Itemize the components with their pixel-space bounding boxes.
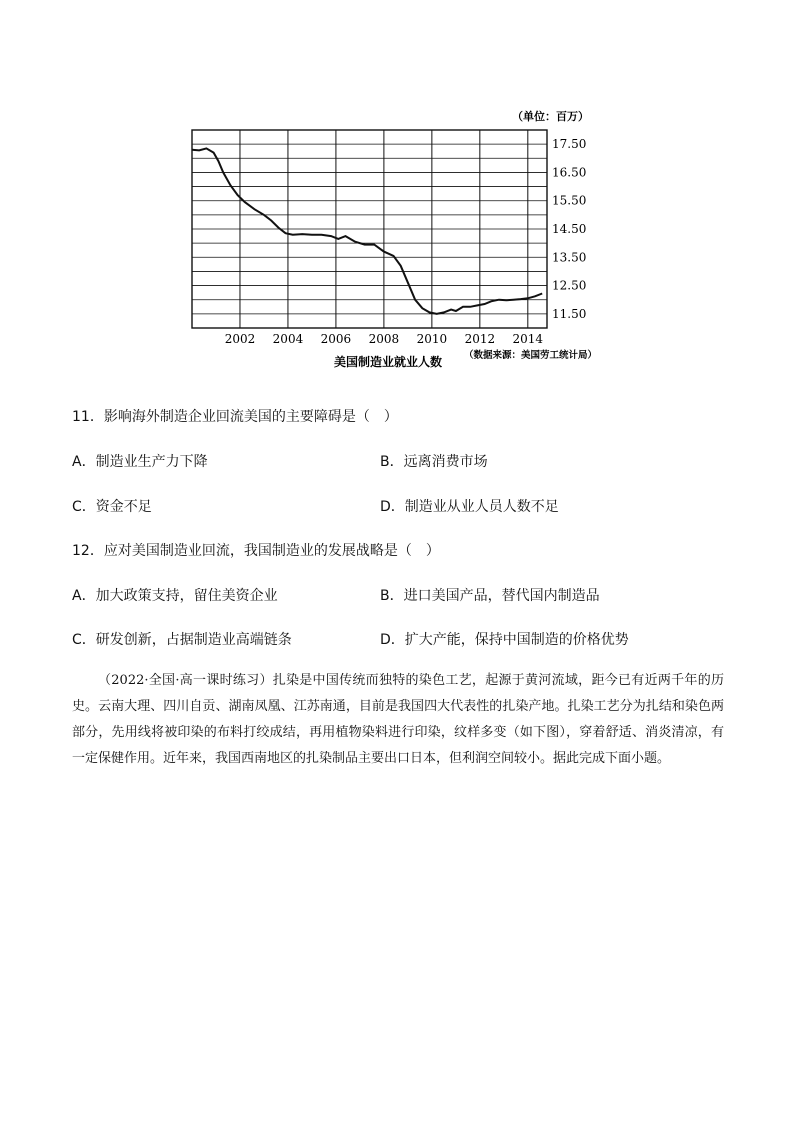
q12-option-d[interactable]: D．扩大产能，保持中国制造的价格优势 [380,632,629,648]
chart-unit-label: （单位：百万） [512,110,589,123]
series-line [192,148,542,314]
y-tick-label: 14.50 [552,222,587,236]
employment-line-chart [180,100,620,375]
y-tick-label: 12.50 [552,278,587,293]
chart-caption: 美国制造业就业人数 [334,355,443,369]
x-tick-label: 2014 [512,332,544,346]
y-tick-label: 17.50 [552,137,587,152]
question-11-stem: 11．影响海外制造企业回流美国的主要障碍是（ ） [72,409,398,425]
x-tick-label: 2008 [368,332,400,346]
y-tick-label: 15.50 [552,193,587,208]
y-tick-label: 13.50 [552,250,587,265]
q11-option-a[interactable]: A．制造业生产力下降 [72,454,208,470]
y-tick-label: 16.50 [552,165,587,180]
x-tick-label: 2006 [320,332,352,346]
x-tick-label: 2010 [416,332,448,346]
q12-option-b[interactable]: B．进口美国产品，替代国内制造品 [380,588,600,604]
q12-option-a[interactable]: A．加大政策支持，留住美资企业 [72,588,278,604]
question-12-stem: 12．应对美国制造业回流，我国制造业的发展战略是（ ） [72,543,440,559]
x-tick-label: 2012 [464,332,496,346]
y-axis-tick-labels [552,137,586,321]
chart-source-note: （数据来源：美国劳工统计局） [464,350,598,361]
q11-option-d[interactable]: D．制造业从业人员人数不足 [380,499,559,515]
y-tick-label: 11.50 [552,306,587,321]
q11-option-c[interactable]: C．资金不足 [72,499,152,515]
x-tick-label: 2004 [272,332,304,346]
chart-grid [192,130,547,328]
q12-option-c[interactable]: C．研发创新，占据制造业高端链条 [72,632,292,648]
x-axis-tick-labels [225,332,544,346]
reading-passage: （2022·全国·高一课时练习）扎染是中国传统而独特的染色工艺，起源于黄河流域，距今已有近两千年的历史。云南大理、四川自贡、湖南凤凰、江苏南通，目前是我国四大代表性的扎染产地。扎染工艺分为扎结和染色两部分，先用线将被印染的布料打绞成结，再用植物染料进行印染，纹样多变（如下图），穿着舒适、消炎清凉，有一定保健作用。近年来，我国西南地区的扎染制品主要出口日本，但利润空间较小。据此完成下面小题。 [72,673,724,766]
x-tick-label: 2002 [224,332,256,346]
q11-option-b[interactable]: B．远离消费市场 [380,454,488,470]
